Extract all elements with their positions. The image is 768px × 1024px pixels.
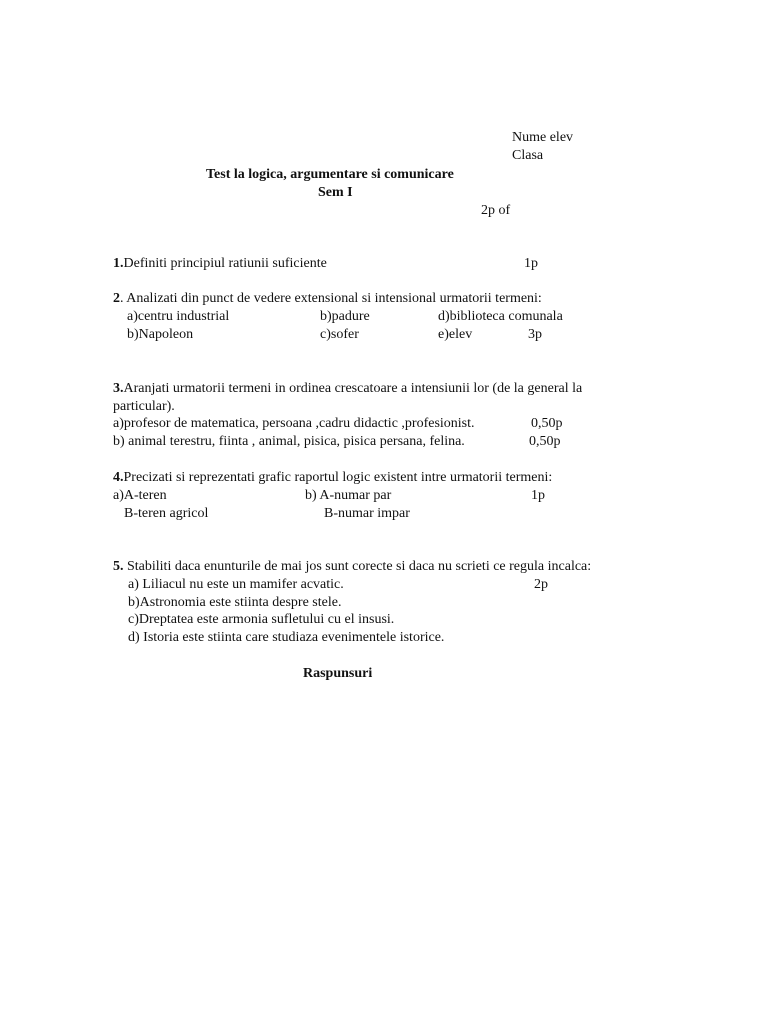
question-4 — [113, 469, 552, 487]
question-2-item-a: a)centru industrial — [127, 309, 230, 324]
question-4-points: 1p — [531, 488, 545, 503]
question-4-a-term-B: B-teren agricol — [124, 506, 209, 521]
question-3-item-a-points: 0,50p — [531, 416, 563, 431]
question-3-item-b: b) animal terestru, fiinta , animal, pisica, pisica persana, felina. — [113, 434, 465, 449]
question-2-item-d: d)biblioteca comunala — [438, 309, 563, 324]
student-name-label: Nume elev — [512, 130, 574, 145]
question-5-item-a: a) Liliacul nu este un mamifer acvatic. — [128, 577, 344, 592]
question-5-text: Stabiliti daca enunturile de mai jos sunt corecte si daca nu scrieti ce regula incalca: — [123, 559, 592, 574]
question-2-points: 3p — [528, 327, 542, 342]
question-2-item-b2: b)Napoleon — [127, 327, 194, 342]
question-1-text: Definiti principiul ratiunii suficiente — [123, 256, 327, 271]
semester-label: Sem I — [318, 185, 353, 200]
question-2-item-c: c)sofer — [320, 327, 359, 342]
class-label: Clasa — [512, 148, 544, 163]
question-2-number: 2 — [113, 291, 120, 306]
question-1-number: 1. — [113, 256, 124, 271]
question-4-text: Precizati si reprezentati grafic raportul logic existent intre urmatorii termeni: — [123, 470, 553, 485]
question-3-number: 3. — [113, 381, 124, 396]
question-1-points: 1p — [524, 256, 538, 271]
points-offered: 2p of — [481, 203, 511, 218]
answers-heading: Raspunsuri — [303, 666, 373, 681]
question-2 — [113, 290, 542, 308]
question-2-item-b: b)padure — [320, 309, 370, 324]
question-5-item-c: c)Dreptatea este armonia sufletului cu el insusi. — [128, 612, 395, 627]
question-5 — [113, 558, 591, 576]
question-5-item-b: b)Astronomia este stiinta despre stele. — [128, 595, 342, 610]
question-3 — [113, 380, 582, 398]
question-1 — [113, 255, 327, 273]
test-title: Test la logica, argumentare si comunicare — [206, 167, 454, 182]
question-3-item-a: a)profesor de matematica, persoana ,cadru didactic ,profesionist. — [113, 416, 475, 431]
question-3-text-line2: particular). — [113, 399, 175, 414]
question-4-a-term-A: a)A-teren — [113, 488, 167, 503]
question-5-item-d: d) Istoria este stiinta care studiaza evenimentele istorice. — [128, 630, 445, 645]
question-4-b-term-B: B-numar impar — [324, 506, 410, 521]
question-3-text-line1: Aranjati urmatorii termeni in ordinea crescatoare a intensiunii lor (de la general la — [123, 381, 583, 396]
question-4-number: 4. — [113, 470, 124, 485]
question-2-item-e: e)elev — [438, 327, 473, 342]
question-5-number: 5. — [113, 559, 124, 574]
question-2-text: . Analizati din punct de vedere extensional si intensional urmatorii termeni: — [120, 291, 542, 306]
question-4-b-term-A: b) A-numar par — [305, 488, 392, 503]
question-3-item-b-points: 0,50p — [529, 434, 561, 449]
question-5-points: 2p — [534, 577, 548, 592]
